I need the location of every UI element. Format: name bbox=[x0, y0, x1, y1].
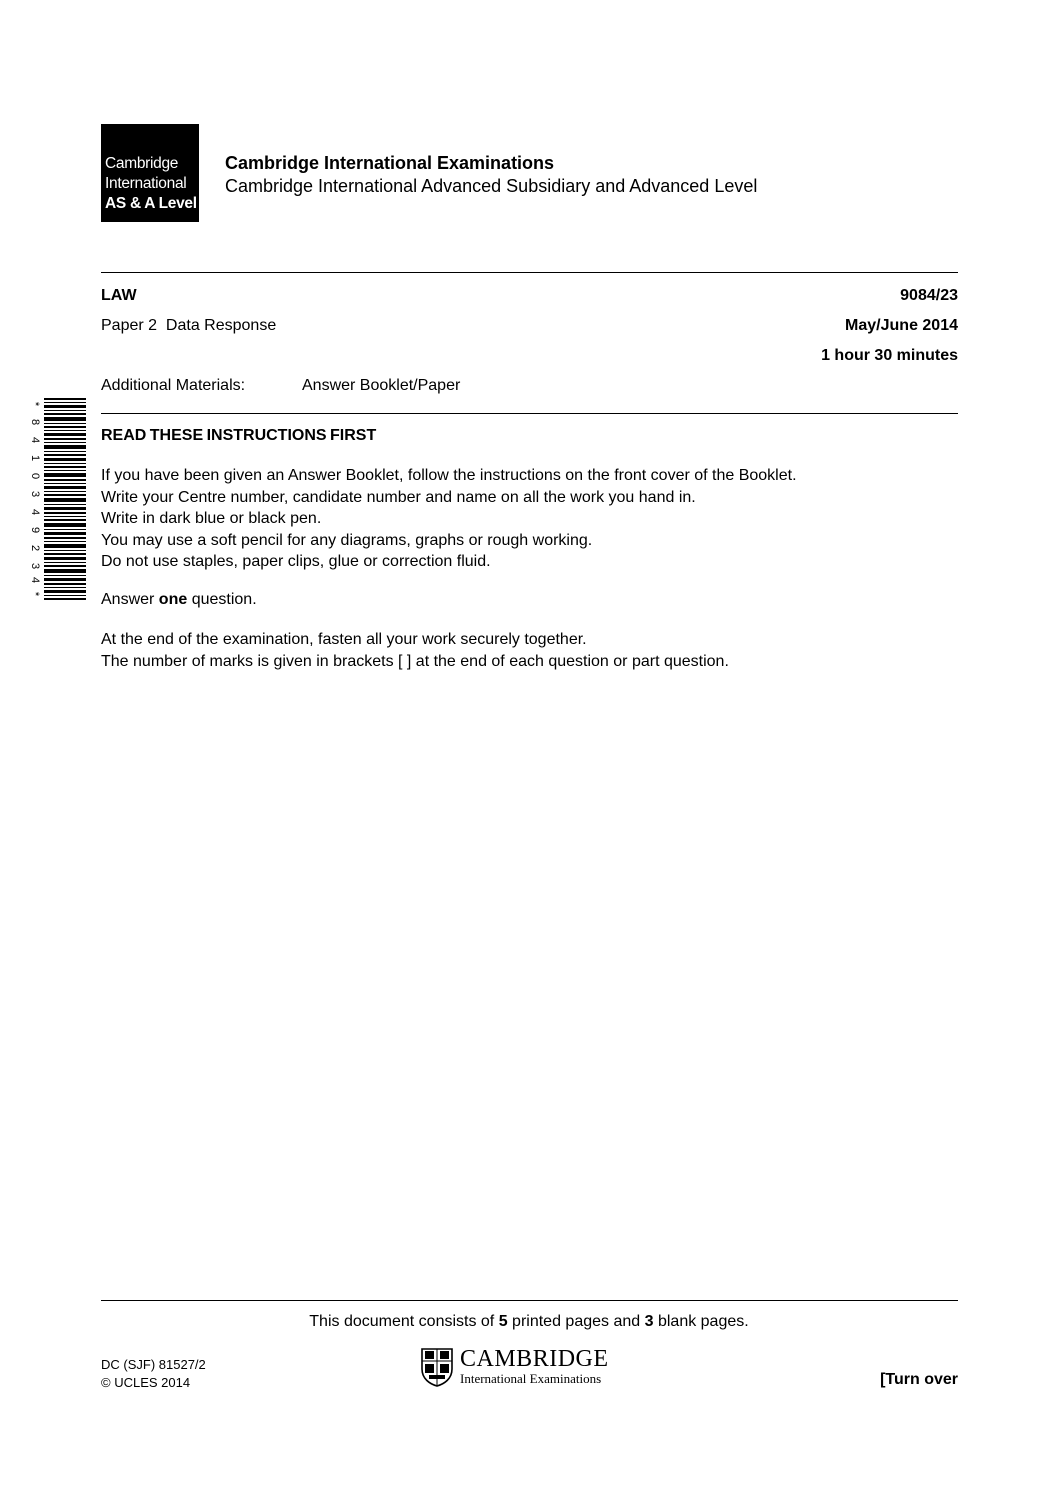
exam-session: May/June 2014 bbox=[845, 317, 958, 334]
exam-duration: 1 hour 30 minutes bbox=[821, 347, 958, 364]
divider-bottom bbox=[101, 1300, 958, 1301]
note-middle: printed pages and bbox=[507, 1313, 645, 1330]
barcode-digit: 4 bbox=[29, 508, 41, 516]
barcode-digits bbox=[26, 398, 44, 600]
subject: LAW bbox=[101, 287, 137, 304]
barcode-digit: 1 bbox=[29, 454, 41, 462]
barcode-digit: 3 bbox=[29, 562, 41, 570]
materials-label: Additional Materials: bbox=[101, 377, 246, 394]
blank-pages-count: 3 bbox=[644, 1313, 654, 1330]
barcode-digit: 8 bbox=[29, 418, 41, 426]
instructions-list bbox=[101, 465, 797, 573]
crest-icon bbox=[420, 1347, 454, 1387]
cambridge-logo-box bbox=[101, 124, 199, 222]
organisation-title: Cambridge International Examinations bbox=[225, 153, 555, 173]
barcode-digit: 2 bbox=[29, 544, 41, 552]
logo-line-1: Cambridge bbox=[105, 155, 179, 172]
barcode-digit: 0 bbox=[29, 472, 41, 480]
instruction-line: The number of marks is given in brackets [ ] at the end of each question or part question. bbox=[101, 652, 729, 670]
logo-line-3: AS & A Level bbox=[105, 195, 197, 212]
instruction-line: Write in dark blue or black pen. bbox=[101, 510, 322, 527]
printed-pages-count: 5 bbox=[498, 1313, 508, 1330]
copyright: © UCLES 2014 bbox=[101, 1375, 191, 1390]
cambridge-subtitle: International Examinations bbox=[460, 1371, 602, 1386]
paper-title: Paper 2 Data Response bbox=[101, 317, 277, 334]
document-code: DC (SJF) 81527/2 bbox=[101, 1357, 206, 1372]
barcode-digit: 4 bbox=[29, 576, 41, 584]
barcode-digit: 4 bbox=[29, 436, 41, 444]
divider-top bbox=[101, 272, 958, 273]
footer-codes bbox=[101, 1356, 206, 1392]
barcode-digit: 9 bbox=[29, 526, 41, 534]
instruction-line: You may use a soft pencil for any diagrams, graphs or rough working. bbox=[101, 531, 593, 549]
materials-value: Answer Booklet/Paper bbox=[302, 377, 461, 394]
instruction-line: At the end of the examination, fasten all your work securely together. bbox=[101, 631, 587, 648]
answer-suffix: question. bbox=[187, 591, 257, 608]
answer-count: one bbox=[158, 591, 188, 608]
barcode-digit: * bbox=[29, 401, 41, 407]
cambridge-footer-logo bbox=[420, 1347, 630, 1389]
answer-prefix: Answer bbox=[101, 591, 159, 608]
answer-instruction bbox=[101, 591, 257, 609]
qualification-title: Cambridge International Advanced Subsidiary and Advanced Level bbox=[225, 176, 758, 196]
end-instructions bbox=[101, 629, 729, 672]
divider-middle bbox=[101, 413, 958, 414]
paper-code: 9084/23 bbox=[900, 287, 958, 304]
turn-over: [Turn over bbox=[880, 1371, 958, 1388]
barcode-digit: * bbox=[29, 591, 41, 597]
note-suffix: blank pages. bbox=[653, 1313, 749, 1330]
note-prefix: This document consists of bbox=[309, 1313, 499, 1330]
barcode bbox=[44, 398, 86, 600]
barcode-digit: 3 bbox=[29, 490, 41, 498]
instructions-heading: READ THESE INSTRUCTIONS FIRST bbox=[101, 427, 377, 444]
cambridge-wordmark: CAMBRIDGE bbox=[460, 1346, 609, 1372]
page-count-note bbox=[0, 1313, 1058, 1331]
instruction-line: Write your Centre number, candidate number and name on all the work you hand in. bbox=[101, 488, 696, 506]
instruction-line: Do not use staples, paper clips, glue or correction fluid. bbox=[101, 553, 491, 570]
instruction-line: If you have been given an Answer Booklet, follow the instructions on the front cover of the Booklet. bbox=[101, 467, 797, 484]
logo-line-2: International bbox=[105, 175, 187, 192]
